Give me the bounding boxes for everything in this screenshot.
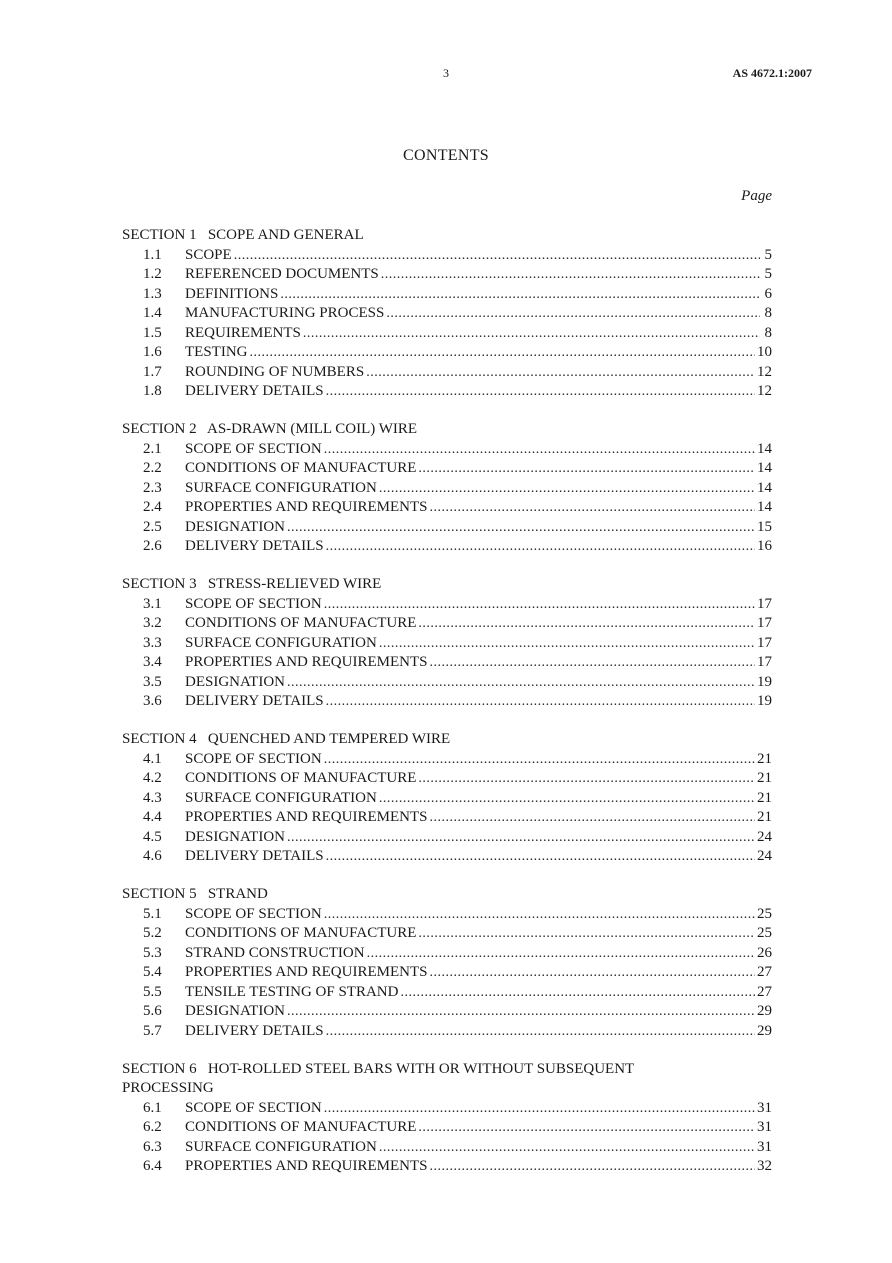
toc-entry[interactable] — [122, 324, 772, 344]
toc-section — [122, 885, 772, 1041]
entry-number: 5.4 — [143, 964, 162, 981]
entry-page-number: 17 — [757, 595, 772, 612]
entry-title: TENSILE TESTING OF STRAND — [185, 983, 399, 1000]
toc-section — [122, 730, 772, 867]
entry-title: DELIVERY DETAILS — [185, 1022, 324, 1039]
entry-page-number: 26 — [757, 944, 772, 961]
entry-number: 6.4 — [143, 1158, 162, 1175]
toc-entry[interactable] — [122, 382, 772, 402]
dot-leader — [381, 265, 760, 285]
entry-page-number: 21 — [757, 770, 772, 787]
dot-leader — [429, 653, 755, 673]
entry-page-number: 31 — [757, 1138, 772, 1155]
entry-title: DESIGNATION — [185, 518, 285, 535]
entry-title: ROUNDING OF NUMBERS — [185, 363, 365, 380]
dot-leader — [379, 1138, 755, 1158]
entry-title: CONDITIONS OF MANUFACTURE — [185, 615, 417, 632]
dot-leader — [429, 963, 755, 983]
dot-leader — [287, 518, 755, 538]
entry-number: 4.2 — [143, 770, 162, 787]
entry-title: CONDITIONS OF MANUFACTURE — [185, 1119, 417, 1136]
toc-entry[interactable] — [122, 983, 772, 1003]
entry-page-number: 29 — [757, 1003, 772, 1020]
dot-leader — [324, 750, 755, 770]
entry-page-number: 25 — [757, 925, 772, 942]
entry-page-number: 19 — [757, 693, 772, 710]
dot-leader — [429, 808, 755, 828]
entry-page-number: 21 — [757, 789, 772, 806]
toc-entry[interactable] — [122, 808, 772, 828]
dot-leader — [326, 537, 755, 557]
entry-title: SCOPE OF SECTION — [185, 595, 322, 612]
entry-number: 1.3 — [143, 285, 162, 302]
dot-leader — [234, 246, 760, 266]
entry-title: MANUFACTURING PROCESS — [185, 305, 385, 321]
dot-leader — [386, 304, 760, 324]
entry-page-number: 24 — [757, 848, 772, 865]
entry-title: SCOPE OF SECTION — [185, 440, 322, 457]
toc-entry[interactable] — [122, 1099, 772, 1119]
dot-leader — [324, 905, 755, 925]
toc-entry[interactable] — [122, 1118, 772, 1138]
toc-entry[interactable] — [122, 363, 772, 383]
toc-entry[interactable] — [122, 847, 772, 867]
toc-entry[interactable] — [122, 944, 772, 964]
toc-entry[interactable] — [122, 789, 772, 809]
dot-leader — [326, 382, 755, 402]
table-of-contents — [122, 226, 772, 1196]
entry-number: 3.5 — [143, 673, 162, 690]
entry-number: 2.1 — [143, 440, 162, 457]
toc-entry[interactable] — [122, 595, 772, 615]
entry-title: DELIVERY DETAILS — [185, 693, 324, 710]
dot-leader — [366, 363, 755, 383]
entry-page-number: 10 — [757, 344, 772, 360]
dot-leader — [326, 847, 755, 867]
entry-number: 6.3 — [143, 1138, 162, 1155]
entry-number: 3.6 — [143, 693, 162, 710]
entry-title: CONDITIONS OF MANUFACTURE — [185, 925, 417, 942]
entry-title: SCOPE OF SECTION — [185, 1099, 322, 1116]
entry-number: 5.1 — [143, 905, 162, 922]
entry-number: 4.3 — [143, 789, 162, 806]
toc-entry[interactable] — [122, 479, 772, 499]
entry-number: 3.2 — [143, 615, 162, 632]
entry-page-number: 17 — [757, 634, 772, 651]
section-heading: SECTION 4 QUENCHED AND TEMPERED WIRE — [122, 731, 451, 748]
entry-number: 1.7 — [143, 363, 162, 380]
toc-section — [122, 575, 772, 712]
entry-title: PROPERTIES AND REQUIREMENTS — [185, 809, 428, 826]
toc-entry[interactable] — [122, 653, 772, 673]
entry-page-number: 27 — [757, 983, 772, 1000]
dot-leader — [429, 498, 755, 518]
entry-page-number: 21 — [757, 750, 772, 767]
dot-leader — [303, 324, 760, 344]
entry-page-number: 8 — [764, 324, 772, 341]
entry-page-number: 29 — [757, 1022, 772, 1039]
entry-number: 1.4 — [143, 305, 162, 321]
entry-number: 1.5 — [143, 324, 162, 341]
entry-number: 5.5 — [143, 983, 162, 1000]
section-heading: SECTION 5 STRAND — [122, 886, 268, 903]
entry-page-number: 14 — [757, 499, 772, 516]
toc-section — [122, 226, 772, 402]
dot-leader — [418, 924, 755, 944]
dot-leader — [418, 459, 755, 479]
entry-number: 1.1 — [143, 246, 162, 263]
entry-number: 5.7 — [143, 1022, 162, 1039]
entry-title: SURFACE CONFIGURATION — [185, 634, 377, 651]
entry-page-number: 19 — [757, 673, 772, 690]
toc-entry[interactable] — [122, 1022, 772, 1042]
entry-title: STRAND CONSTRUCTION — [185, 944, 365, 961]
entry-number: 3.1 — [143, 595, 162, 612]
dot-leader — [324, 595, 755, 615]
dot-leader — [324, 440, 755, 460]
entry-page-number: 24 — [757, 828, 772, 845]
toc-entry[interactable] — [122, 673, 772, 693]
toc-entry[interactable] — [122, 634, 772, 654]
dot-leader — [429, 1157, 755, 1177]
entry-title: PROPERTIES AND REQUIREMENTS — [185, 1158, 428, 1175]
entry-number: 6.2 — [143, 1119, 162, 1136]
dot-leader — [326, 692, 755, 712]
entry-title: PROPERTIES AND REQUIREMENTS — [185, 654, 428, 671]
entry-number: 2.4 — [143, 499, 162, 516]
dot-leader — [418, 769, 755, 789]
entry-title: DEFINITIONS — [185, 285, 279, 302]
toc-entry[interactable] — [122, 828, 772, 848]
entry-number: 1.8 — [143, 383, 162, 399]
entry-number: 2.6 — [143, 538, 162, 555]
entry-page-number: 15 — [757, 518, 772, 535]
dot-leader — [326, 1022, 755, 1042]
page-column-label: Page — [741, 188, 772, 204]
dot-leader — [287, 1002, 755, 1022]
entry-number: 1.6 — [143, 344, 162, 360]
entry-title: REFERENCED DOCUMENTS — [185, 266, 379, 282]
entry-number: 3.4 — [143, 654, 162, 671]
toc-entry[interactable] — [122, 614, 772, 634]
entry-number: 2.2 — [143, 460, 162, 477]
dot-leader — [287, 673, 755, 693]
entry-title: DELIVERY DETAILS — [185, 848, 324, 865]
dot-leader — [418, 614, 755, 634]
entry-title: SCOPE OF SECTION — [185, 750, 322, 767]
toc-entry[interactable] — [122, 537, 772, 557]
entry-page-number: 5 — [764, 266, 772, 282]
entry-page-number: 14 — [757, 479, 772, 496]
toc-entry[interactable] — [122, 459, 772, 479]
entry-title: SURFACE CONFIGURATION — [185, 1138, 377, 1155]
toc-entry[interactable] — [122, 1157, 772, 1177]
entry-number: 1.2 — [143, 266, 162, 282]
entry-title: DESIGNATION — [185, 828, 285, 845]
dot-leader — [379, 479, 755, 499]
entry-title: REQUIREMENTS — [185, 324, 301, 341]
entry-page-number: 21 — [757, 809, 772, 826]
entry-title: SURFACE CONFIGURATION — [185, 479, 377, 496]
entry-title: DELIVERY DETAILS — [185, 538, 324, 555]
entry-page-number: 16 — [757, 538, 772, 555]
section-heading: SECTION 6 HOT-ROLLED STEEL BARS WITH OR WITHOUT SUBSEQUENT PROCESSING — [122, 1060, 638, 1097]
dot-leader — [379, 634, 755, 654]
entry-page-number: 31 — [757, 1119, 772, 1136]
entry-number: 4.1 — [143, 750, 162, 767]
entry-number: 6.1 — [143, 1099, 162, 1116]
entry-page-number: 17 — [757, 654, 772, 671]
entry-page-number: 31 — [757, 1099, 772, 1116]
dot-leader — [418, 1118, 755, 1138]
entry-page-number: 14 — [757, 460, 772, 477]
entry-number: 4.5 — [143, 828, 162, 845]
toc-entry[interactable] — [122, 769, 772, 789]
toc-entry[interactable] — [122, 440, 772, 460]
entry-title: SURFACE CONFIGURATION — [185, 789, 377, 806]
toc-entry[interactable] — [122, 963, 772, 983]
entry-title: PROPERTIES AND REQUIREMENTS — [185, 964, 428, 981]
dot-leader — [400, 983, 755, 1003]
entry-number: 3.3 — [143, 634, 162, 651]
entry-title: DELIVERY DETAILS — [185, 383, 324, 399]
toc-entry[interactable] — [122, 265, 772, 285]
entry-page-number: 12 — [757, 363, 772, 380]
entry-number: 4.4 — [143, 809, 162, 826]
entry-title: CONDITIONS OF MANUFACTURE — [185, 460, 417, 477]
toc-section — [122, 1060, 772, 1177]
page-number: 3 — [443, 66, 449, 80]
toc-entry[interactable] — [122, 246, 772, 266]
entry-title: PROPERTIES AND REQUIREMENTS — [185, 499, 428, 516]
document-id: AS 4672.1:2007 — [732, 66, 812, 80]
dot-leader — [287, 828, 755, 848]
entry-number: 4.6 — [143, 848, 162, 865]
toc-entry[interactable] — [122, 750, 772, 770]
toc-section — [122, 420, 772, 557]
toc-entry[interactable] — [122, 518, 772, 538]
toc-entry[interactable] — [122, 304, 772, 324]
entry-page-number: 27 — [757, 964, 772, 981]
dot-leader — [367, 944, 755, 964]
entry-title: DESIGNATION — [185, 1003, 285, 1020]
entry-page-number: 5 — [764, 246, 772, 263]
entry-page-number: 6 — [764, 285, 772, 302]
entry-title: TESTING — [185, 344, 248, 360]
section-heading: SECTION 1 SCOPE AND GENERAL — [122, 227, 364, 243]
entry-title: SCOPE — [185, 246, 232, 263]
entry-number: 5.6 — [143, 1003, 162, 1020]
entry-number: 2.5 — [143, 518, 162, 535]
entry-title: DESIGNATION — [185, 673, 285, 690]
entry-page-number: 12 — [757, 383, 772, 399]
entry-page-number: 17 — [757, 615, 772, 632]
entry-title: CONDITIONS OF MANUFACTURE — [185, 770, 417, 787]
section-heading: SECTION 3 STRESS-RELIEVED WIRE — [122, 576, 382, 593]
entry-page-number: 8 — [764, 305, 772, 321]
entry-page-number: 25 — [757, 905, 772, 922]
dot-leader — [280, 285, 760, 305]
toc-entry[interactable] — [122, 498, 772, 518]
toc-entry[interactable] — [122, 1002, 772, 1022]
toc-entry[interactable] — [122, 905, 772, 925]
dot-leader — [324, 1099, 755, 1119]
entry-title: SCOPE OF SECTION — [185, 905, 322, 922]
section-heading: SECTION 2 AS-DRAWN (MILL COIL) WIRE — [122, 421, 418, 438]
toc-entry[interactable] — [122, 285, 772, 305]
entry-number: 2.3 — [143, 479, 162, 496]
page-title: CONTENTS — [403, 147, 489, 164]
dot-leader — [379, 789, 755, 809]
toc-entry[interactable] — [122, 343, 772, 363]
toc-entry[interactable] — [122, 692, 772, 712]
toc-entry[interactable] — [122, 924, 772, 944]
entry-page-number: 32 — [757, 1158, 772, 1175]
entry-number: 5.3 — [143, 944, 162, 961]
entry-page-number: 14 — [757, 440, 772, 457]
dot-leader — [250, 343, 756, 363]
toc-entry[interactable] — [122, 1138, 772, 1158]
entry-number: 5.2 — [143, 925, 162, 942]
